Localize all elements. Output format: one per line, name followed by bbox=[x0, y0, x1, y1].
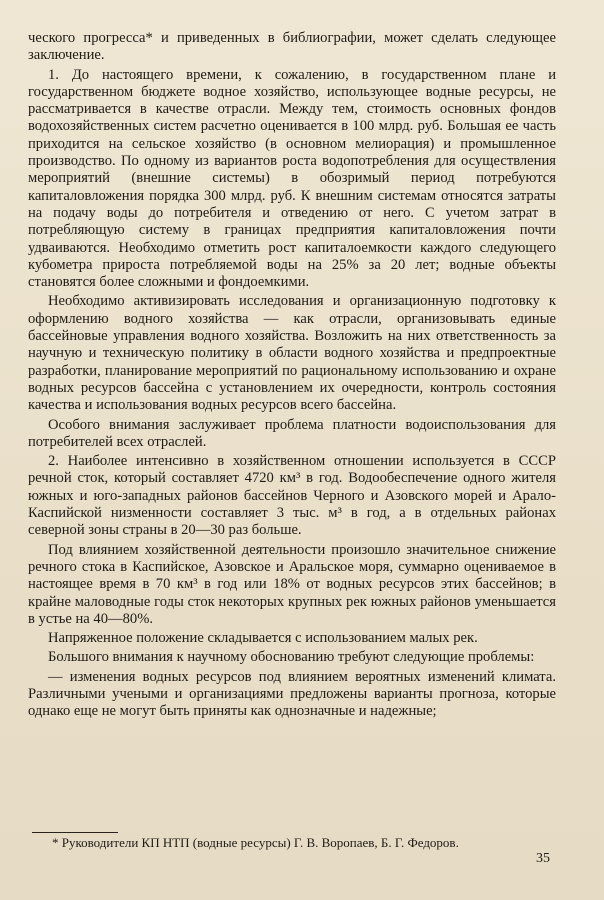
paragraph-activation: Необходимо активизировать исследования и организационную подготовку к оформлению водного хозяйства — как отрасли, организовывать единые бассейновые управления водного хозяйства. Возложить на них ответственность за научную и техническую политику в области водного хозяйства и предпроектные разработки, планирование мероприятий по рациональному использованию и охране водных ресурсов бассейна с установлением их очередности, контроль состояния качества и использования водных ресурсов всего бассейна. bbox=[28, 293, 556, 414]
paragraph-continuation: ческого прогресса* и приведенных в библиографии, может сделать следующее заключение. bbox=[28, 30, 556, 64]
page-number: 35 bbox=[536, 851, 550, 866]
body-text bbox=[28, 30, 556, 723]
footnote: * Руководители КП НТП (водные ресурсы) Г. В. Воропаев, Б. Г. Федоров. bbox=[52, 835, 459, 850]
paragraph-climate: — изменения водных ресурсов под влиянием вероятных изменений климата. Различными учеными и организациями предложены варианты прогноза, которые однако еще не могут быть приняты как однозначные и надежные; bbox=[28, 668, 556, 720]
footnote-divider bbox=[32, 832, 118, 833]
paragraph-small-rivers: Напряженное положение складывается с использованием малых рек. bbox=[48, 630, 478, 647]
paragraph-item-1: 1. До настоящего времени, к сожалению, в государственном плане и государственном бюджете водное хозяйство, использующее водные ресурсы, не рассматривается в качестве отрасли. Между тем, стоимость основных фондов водохозяйственных систем расчетно оценивается в 100 млрд. руб. Большая ее часть приходится на сельское хозяйство (в основном мелиорация) и промышленное производство. По одному из вариантов роста водопотребления для осуществления мероприятий (внешние системы) в обозримый период потребуются капиталовложения порядка 300 млрд. руб. К внешним системам относятся затраты на подачу воды до потребителя и отведению от него. С учетом затрат в потребляющую систему в границах предприятия капиталовложения почти удваиваются. Необходимо отметить рост капиталоемкости каждого следующего кубометра прироста потребляемой воды на 25% за 20 лет; водные объекты становятся более сложными и фондоемкими. bbox=[28, 66, 556, 291]
paragraph-payment: Особого внимания заслуживает проблема платности водоиспользования для потребителей всех отраслей. bbox=[28, 416, 556, 450]
paragraph-runoff: Под влиянием хозяйственной деятельности произошло значительное снижение речного стока в Каспийское, Азовское и Аральское моря, суммарно оцениваемое в настоящее время в 70 км³ в год или 18% от водных ресурсов этих бассейнов; в крайне маловодные годы сток некоторых крупных рек южных районов уменьшается в устье на 40—80%. bbox=[28, 541, 556, 627]
paragraph-item-2: 2. Наиболее интенсивно в хозяйственном отношении используется в СССР речной сток, который составляет 4720 км³ в год. Водообеспечение одного жителя южных и юго-западных районов бассейнов Черного и Азовского морей и Арало-Каспийской низменности составляет 3 тыс. м³ в год, а в отдельных районах северной зоны страны в 20—30 раз больше. bbox=[28, 453, 556, 539]
paragraph-problems: Большого внимания к научному обоснованию требуют следующие проблемы: bbox=[48, 649, 535, 666]
